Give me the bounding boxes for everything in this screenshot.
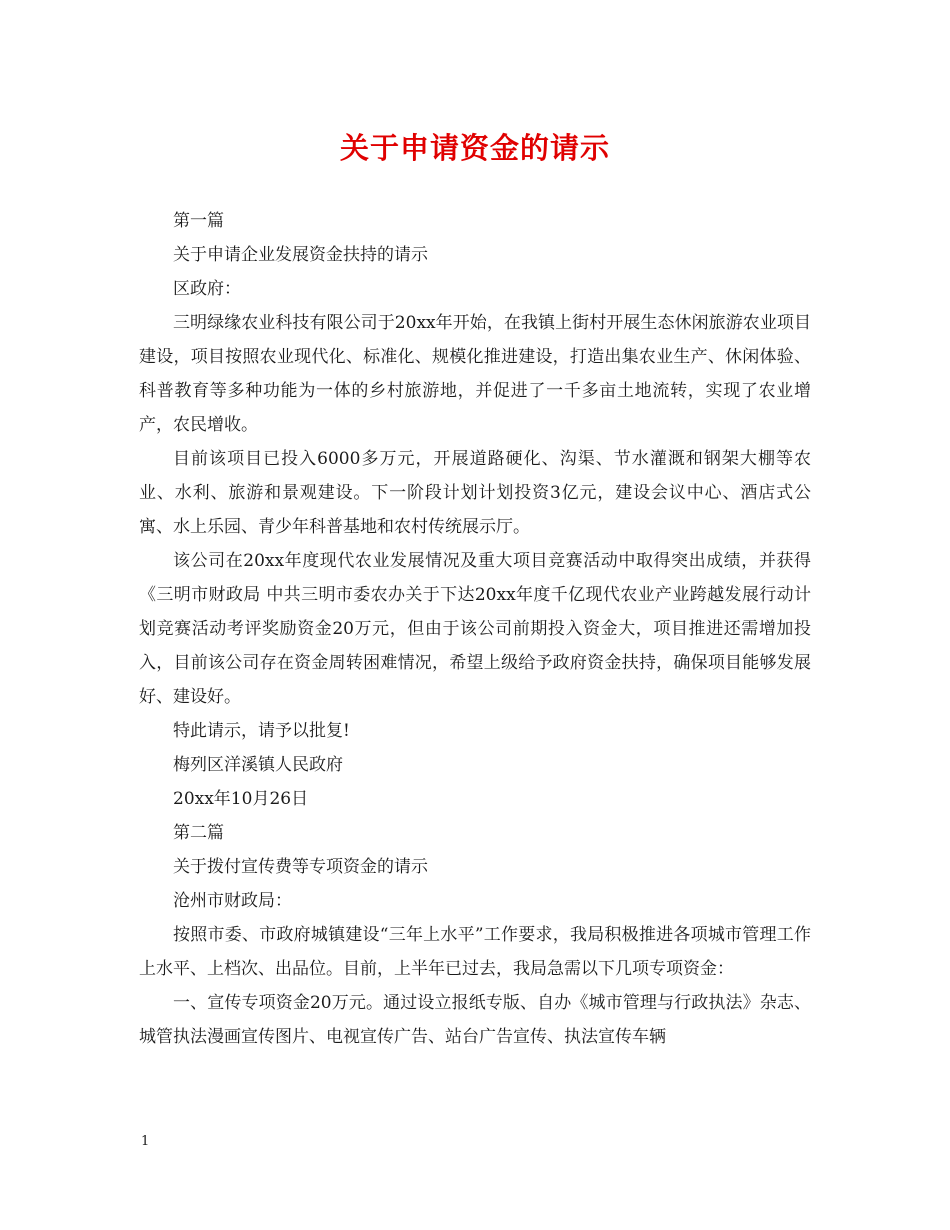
- part2-addressee: 沧州市财政局：: [173, 891, 292, 911]
- part2-subject: 关于拨付宣传费等专项资金的请示: [173, 857, 428, 877]
- part1-date: 20xx年10月26日: [173, 789, 309, 809]
- part1-addressee: 区政府：: [173, 279, 241, 299]
- document-body: [139, 204, 811, 1054]
- document-title: 关于申请资金的请示: [339, 131, 610, 165]
- part1-paragraph-3: 该公司在20xx年度现代农业发展情况及重大项目竞赛活动中取得突出成绩，并获得《三明市财政局 中共三明市委农办关于下达20xx年度千亿现代农业产业跨越发展行动计划竞赛活动考评奖励资金20万元，但由于该公司前期投入资金大，项目推进还需增加投入，目前该公司存在资金周转困难情况，希望上级给予政府资金扶持，确保项目能够发展好、建设好。: [139, 551, 811, 707]
- part2-paragraph-2: 一、宣传专项资金20万元。通过设立报纸专版、自办《城市管理与行政执法》杂志、城管执法漫画宣传图片、电视宣传广告、站台广告宣传、执法宣传车辆: [139, 993, 811, 1047]
- part2-heading: 第二篇: [173, 823, 224, 843]
- part1-paragraph-2: 目前该项目已投入6000多万元，开展道路硬化、沟渠、节水灌溉和钢架大棚等农业、水利、旅游和景观建设。下一阶段计划计划投资3亿元，建设会议中心、酒店式公寓、水上乐园、青少年科普基地和农村传统展示厅。: [139, 449, 811, 537]
- page-number: 1: [141, 1134, 150, 1149]
- part2-paragraph-1: 按照市委、市政府城镇建设“三年上水平”工作要求，我局积极推进各项城市管理工作上水平、上档次、出品位。目前，上半年已过去，我局急需以下几项专项资金：: [139, 925, 811, 979]
- part1-heading: 第一篇: [173, 211, 224, 231]
- part1-signature: 梅列区洋溪镇人民政府: [173, 755, 343, 775]
- part1-closing: 特此请示，请予以批复!: [173, 721, 350, 741]
- part1-paragraph-1: 三明绿缘农业科技有限公司于20xx年开始，在我镇上街村开展生态休闲旅游农业项目建设，项目按照农业现代化、标准化、规模化推进建设，打造出集农业生产、休闲体验、科普教育等多种功能为一体的乡村旅游地，并促进了一千多亩土地流转，实现了农业增产，农民增收。: [139, 313, 811, 435]
- part1-subject: 关于申请企业发展资金扶持的请示: [173, 245, 428, 265]
